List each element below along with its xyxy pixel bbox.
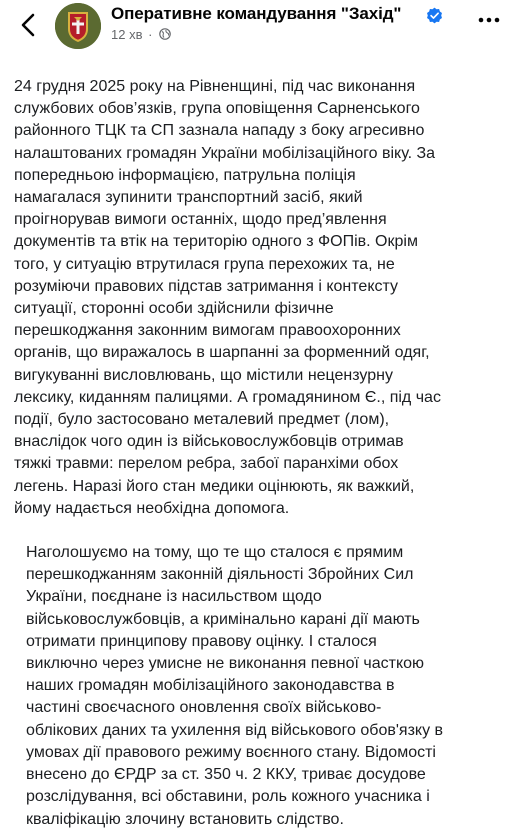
post-text-line: розуміючи правових підстав затримання і контексту: [14, 277, 398, 295]
post-body: [14, 76, 504, 831]
post-text-line: намагалася зупинити транспортний засіб, який: [14, 189, 363, 207]
post-text-line: ситуації, сторонні особи здійснили фізичне: [14, 300, 334, 318]
post-text-line: виключно через умисне не виконання певної часткою: [26, 655, 425, 673]
paragraph-gap: [14, 520, 504, 542]
post-text-line: вигукуванні висловлювань, що містили нецензурну: [14, 366, 393, 384]
post-paragraph-1: [14, 76, 504, 520]
post-text-line: районного ТЦК та СП зазнала нападу з боку агресивно: [14, 122, 425, 140]
verified-badge-icon: [426, 7, 443, 24]
post-text-line: налаштованих громадян України мобілізаційного віку. За: [14, 144, 436, 162]
post-text-line: йому надається необхідна допомога.: [14, 499, 290, 517]
post-text-line: наших громадян мобілізаційного законодавства в: [26, 677, 395, 695]
page-name[interactable]: Оперативне командування "Захід": [111, 4, 402, 23]
more-horizontal-icon[interactable]: [478, 16, 500, 24]
post-text-line: кваліфікацію злочину встановить слідство.: [26, 810, 344, 828]
post-text-line: частині своєчасного оновлення своїх військово-: [26, 699, 382, 717]
post-paragraph-2: [14, 542, 504, 831]
post-text-line: органів, що виражалось в шарпанні за форменний одяг,: [14, 344, 430, 362]
post-text-line: облікових даних та ухилення від військового обов'язку в: [26, 721, 444, 739]
post-text-line: події, було застосовано металевий предмет (лом),: [14, 411, 390, 429]
post-header: [0, 0, 514, 52]
post-text-line: Наголошуємо на тому, що те що сталося є прямим: [26, 544, 404, 562]
post-time[interactable]: 12 хв: [111, 27, 143, 42]
post-text-line: перешкоджанням законній діяльності Збройних Сил: [26, 566, 414, 584]
post-text-line: документів та втік на територію одного з ФОПів. Окрім: [14, 233, 418, 251]
post-text-line: тяжкі травми: перелом ребра, забої паранхіми обох: [14, 455, 399, 473]
post-meta: [111, 27, 171, 42]
post-text-line: легень. Наразі його стан медики оцінюють, як важкий,: [14, 477, 415, 495]
post-text-line: розслідування, всі обставини, роль кожного учасника і: [26, 788, 430, 806]
post-text-line: умовах дії правового режиму воєнного стану. Відомості: [26, 743, 436, 761]
post-text-line: проігнорував вимоги останніх, щодо пред’явлення: [14, 211, 387, 229]
globe-icon: [159, 28, 171, 40]
post-text-line: лексику, киданням палицями. А громадянином Є., під час: [14, 388, 441, 406]
post-text-line: внесено до ЄРДР за ст. 350 ч. 2 ККУ, триває досудове: [26, 766, 426, 784]
chevron-left-icon[interactable]: [14, 10, 42, 40]
coat-of-arms-icon: [55, 3, 101, 49]
post-text-line: отримати принципову правову оцінку. І сталося: [26, 632, 377, 650]
post-text-line: перешкоджання законним вимогам правоохоронних: [14, 322, 401, 340]
meta-separator: ·: [148, 27, 153, 42]
post-text-line: попередньою інформацією, патрульна поліція: [14, 166, 356, 184]
post-text-line: військовослужбовців, а кримінально карані дії мають: [26, 610, 420, 628]
post-text-line: 24 грудня 2025 року на Рівненщині, під час виконання: [14, 78, 416, 95]
post-text-line: того, у ситуацію втрутилася група перехожих та, не: [14, 255, 395, 273]
post-text-line: внаслідок чого один із військовослужбовців отримав: [14, 433, 404, 451]
post-text-line: службових обов’язків, група оповіщення Сарненського: [14, 100, 420, 118]
post-text-line: України, поєднане із насильством щодо: [26, 588, 322, 606]
page-avatar[interactable]: [55, 3, 101, 49]
